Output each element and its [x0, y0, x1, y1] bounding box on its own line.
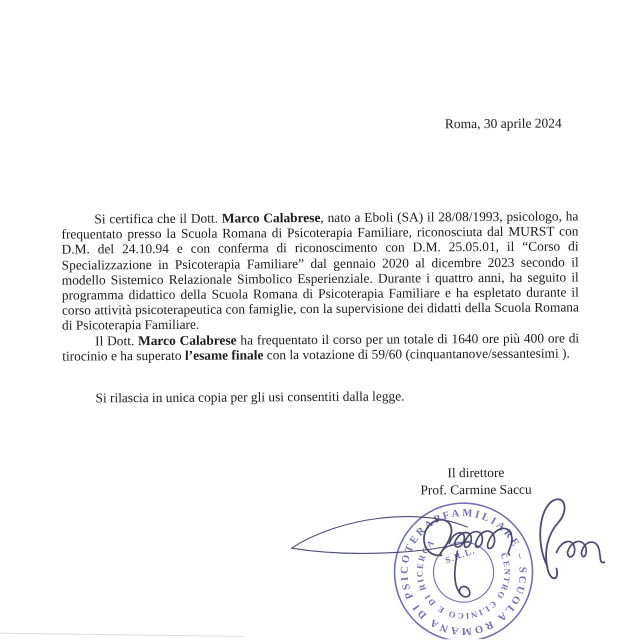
para2-exam-bold: l’esame finale [184, 347, 264, 363]
stamp-srl-label: S.R.L. [443, 545, 477, 566]
stamp-and-signature [271, 490, 637, 640]
stamp-inner-circle [425, 534, 502, 611]
signature-tall-stroke [540, 499, 565, 578]
para2-name-bold: Marco Calabrese [138, 332, 237, 348]
letter-body [61, 208, 579, 405]
signoff-role: Il direttore [447, 464, 505, 481]
signoff-name: Prof. Carmine Saccu [420, 481, 532, 498]
release-statement: Si rilascia in unica copia per gli usi consentiti dalla legge. [95, 388, 405, 406]
stamp-outer-ring-textpath: FAMILIARE – SCUOLA ROMANA DI PSICOTERAPIA [399, 507, 528, 637]
signature-trailing-bumps [556, 541, 604, 563]
para2-text-end: con la votazione di 59/60 (cinquantanove/sessantesimi ). [263, 345, 570, 363]
round-stamp-icon [375, 490, 552, 640]
para1-name-bold: Marco Calabrese [221, 209, 321, 226]
certificate-paragraph-2 [62, 330, 579, 364]
para2-text: Il Dott. [95, 332, 139, 348]
certificate-paragraph-1 [61, 208, 579, 333]
para2-text-cont: ha frequentato il corso per un totale di 1640 ore più 400 ore di tirocinio e ha superato [62, 330, 580, 364]
para1-text-cont: , nato a Eboli (SA) il 28/08/1993, psicologo, ha frequentato presso la Scuola Romana di Psicoterapia Familiare, riconosciuta dal MURST con D.M. del 24.10.94 e con conferma di riconoscimento con D.M. 25.05.01, il “Corso di Specializzazione in Psicoterapia Familiare” dal gennaio 2020 al dicembre 2023 secondo il modello Sistemico Relazionale Simbolico Esperienziale. Durante i quattro anni, ha seguito il programma didattico della Scuola Romana di Psicoterapia Familiare e ha espletato durante il corso attività psicoterapeutica con famiglie, con la supervisione dei didatti della Scuola Romana di Psicoterapia Familiare. [61, 208, 579, 333]
date-line: Roma, 30 aprile 2024 [444, 115, 562, 132]
para1-text: Si certifica che il Dott. [94, 210, 222, 227]
stamp-inner-ring-textpath: CENTRO CLINICO E DI RICERCA [414, 536, 513, 622]
scan-edge-shadow [0, 633, 244, 637]
